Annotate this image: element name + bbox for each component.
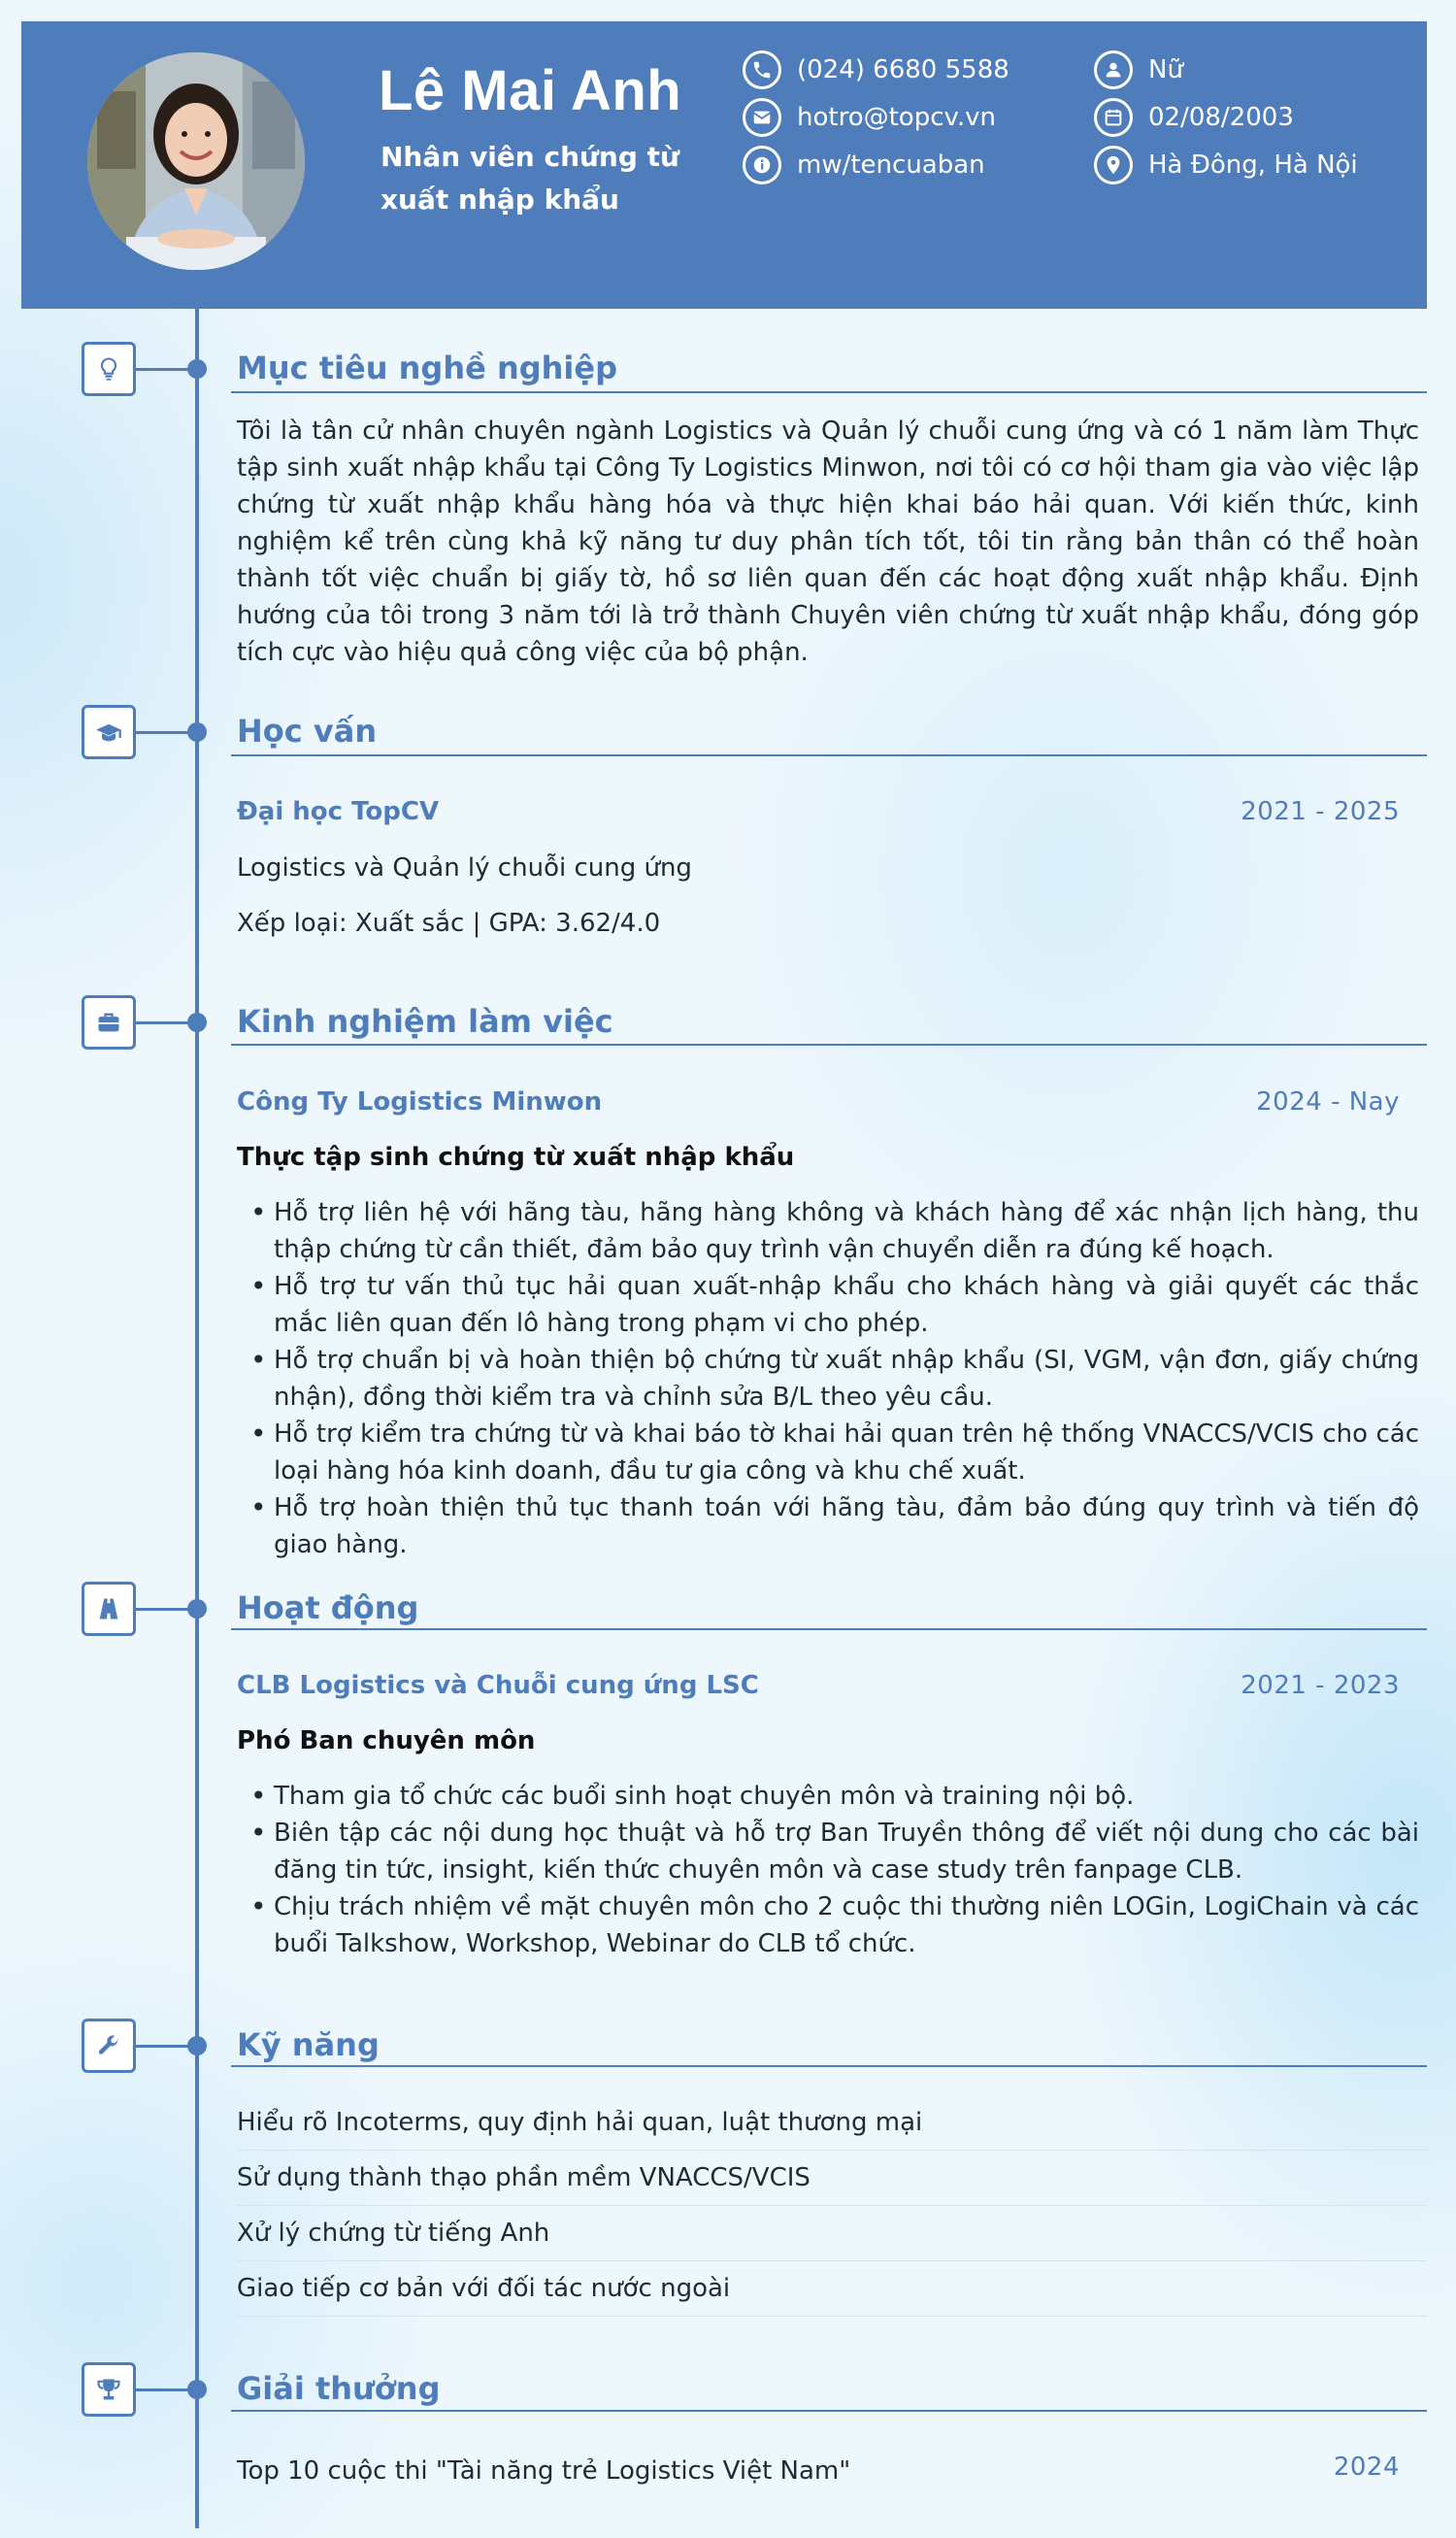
- briefcase-icon: [82, 995, 136, 1050]
- lightbulb-icon: [82, 342, 136, 396]
- section-rule: [231, 1628, 1427, 1630]
- education-major: Logistics và Quản lý chuỗi cung ứng: [237, 853, 692, 883]
- job-title: Nhân viên chứng từ xuất nhập khẩu: [381, 141, 679, 216]
- list-item: • Hỗ trợ tư vấn thủ tục hải quan xuất-nhập khẩu cho khách hàng và giải quyết các thắc mắc liên quan đến lô hàng trong phạm vi cho phép.: [248, 1268, 1419, 1342]
- contact-dob: [1094, 98, 1294, 137]
- timeline-dot: [187, 1599, 207, 1619]
- school-name: Đại học TopCV: [237, 797, 440, 826]
- phone-text: (024) 6680 5588: [797, 55, 1009, 84]
- company-name: Công Ty Logistics Minwon: [237, 1087, 603, 1117]
- website-text: mw/tencuaban: [797, 150, 985, 180]
- address-text: Hà Đông, Hà Nội: [1148, 150, 1358, 180]
- candidate-name: Lê Mai Anh: [379, 59, 682, 122]
- location-pin-icon: [1094, 146, 1133, 184]
- timeline-line: [195, 309, 199, 2528]
- email-text: hotro@topcv.vn: [797, 103, 997, 132]
- calendar-icon: [1094, 98, 1133, 137]
- road-icon: [82, 1582, 136, 1636]
- section-rule: [231, 2065, 1427, 2067]
- list-item: • Hỗ trợ chuẩn bị và hoàn thiện bộ chứng từ xuất nhập khẩu (SI, VGM, vận đơn, giấy chứng nhận), đồng thời kiểm tra và chỉnh sửa B/L theo yêu cầu.: [248, 1342, 1419, 1416]
- award-item: Top 10 cuộc thi "Tài năng trẻ Logistics Việt Nam": [237, 2456, 851, 2486]
- section-rule: [231, 391, 1427, 393]
- experience-period: 2024 - Nay: [1256, 1087, 1400, 1117]
- education-grade: Xếp loại: Xuất sắc | GPA: 3.62/4.0: [237, 909, 661, 938]
- section-title-activities: Hoạt động: [237, 1589, 419, 1626]
- skill-item: Hiểu rõ Incoterms, quy định hải quan, luật thương mại: [237, 2095, 1427, 2151]
- section-title-awards: Giải thưởng: [237, 2370, 441, 2407]
- phone-icon: [743, 50, 781, 89]
- timeline-dot: [187, 2380, 207, 2399]
- list-item: • Chịu trách nhiệm về mặt chuyên môn cho 2 cuộc thi thường niên LOGin, LogiChain và các buổi Talkshow, Workshop, Webinar do CLB tổ chức.: [248, 1888, 1419, 1962]
- list-item: • Hỗ trợ liên hệ với hãng tàu, hãng hàng không và khách hàng để xác nhận lịch hàng, thu thập chứng từ cần thiết, đảm bảo quy trình vận chuyển diễn ra đúng kế hoạch.: [248, 1194, 1419, 1268]
- list-item: • Hỗ trợ kiểm tra chứng từ và khai báo tờ khai hải quan trên hệ thống VNACCS/VCIS cho các loại hàng hóa kinh doanh, đầu tư gia công và khu chế xuất.: [248, 1416, 1419, 1489]
- award-year: 2024: [1333, 2453, 1400, 2482]
- contact-website: [743, 146, 985, 184]
- user-icon: [1094, 50, 1133, 89]
- activity-org: CLB Logistics và Chuỗi cung ứng LSC: [237, 1671, 759, 1700]
- info-icon: [743, 146, 781, 184]
- contact-gender: [1094, 50, 1183, 89]
- avatar: [87, 52, 305, 270]
- section-rule: [231, 1044, 1427, 1046]
- profile-photo: [87, 52, 305, 270]
- contact-phone: [743, 50, 1009, 89]
- trophy-icon: [82, 2362, 136, 2417]
- timeline-dot: [187, 2036, 207, 2055]
- skill-item: Giao tiếp cơ bản với đối tác nước ngoài: [237, 2261, 1427, 2317]
- graduation-cap-icon: [82, 705, 136, 759]
- experience-bullets: [248, 1194, 1419, 1563]
- activity-period: 2021 - 2023: [1241, 1671, 1400, 1700]
- section-title-skills: Kỹ năng: [237, 2026, 380, 2063]
- dob-text: 02/08/2003: [1148, 103, 1294, 132]
- contact-address: [1094, 146, 1358, 184]
- objective-text: Tôi là tân cử nhân chuyên ngành Logistics và Quản lý chuỗi cung ứng và có 1 năm làm Thực tập sinh xuất nhập khẩu tại Công Ty Logistics Minwon, nơi tôi có cơ hội tham gia vào việc lập chứng từ xuất nhập khẩu hàng hóa và thực hiện khai báo hải quan. Với kiến thức, kinh nghiệm kể trên cùng khả kỹ năng tư duy phân tích tốt, tôi tin rằng bản thân có thể hoàn thành tốt việc chuẩn bị giấy tờ, hồ sơ liên quan đến các hoạt động xuất nhập khẩu. Định hướng của tôi trong 3 năm tới là trở thành Chuyên viên chứng từ xuất nhập khẩu, đóng góp tích cực vào hiệu quả công việc của bộ phận.: [237, 417, 1419, 667]
- section-title-objective: Mục tiêu nghề nghiệp: [237, 350, 617, 386]
- activity-role: Phó Ban chuyên môn: [237, 1726, 536, 1755]
- contact-email: [743, 98, 996, 137]
- cv-header: [21, 21, 1427, 309]
- experience-role: Thực tập sinh chứng từ xuất nhập khẩu: [237, 1143, 795, 1172]
- activity-bullets: [248, 1778, 1419, 1962]
- email-icon: [743, 98, 781, 137]
- wrench-icon: [82, 2019, 136, 2073]
- section-rule: [231, 2410, 1427, 2412]
- list-item: • Hỗ trợ hoàn thiện thủ tục thanh toán với hãng tàu, đảm bảo đúng quy trình và tiến độ giao hàng.: [248, 1489, 1419, 1563]
- gender-text: Nữ: [1148, 55, 1183, 84]
- section-rule: [231, 754, 1427, 756]
- skill-item: Sử dụng thành thạo phần mềm VNACCS/VCIS: [237, 2151, 1427, 2206]
- timeline-dot: [187, 722, 207, 742]
- education-period: 2021 - 2025: [1241, 797, 1400, 826]
- list-item: • Tham gia tổ chức các buổi sinh hoạt chuyên môn và training nội bộ.: [248, 1778, 1419, 1815]
- skill-item: Xử lý chứng từ tiếng Anh: [237, 2206, 1427, 2261]
- list-item: • Biên tập các nội dung học thuật và hỗ trợ Ban Truyền thông để viết nội dung cho các bài đăng tin tức, insight, kiến thức chuyên môn và case study trên fanpage CLB.: [248, 1815, 1419, 1888]
- section-title-experience: Kinh nghiệm làm việc: [237, 1003, 613, 1040]
- section-title-education: Học vấn: [237, 713, 378, 750]
- timeline-dot: [187, 1013, 207, 1032]
- timeline-dot: [187, 359, 207, 379]
